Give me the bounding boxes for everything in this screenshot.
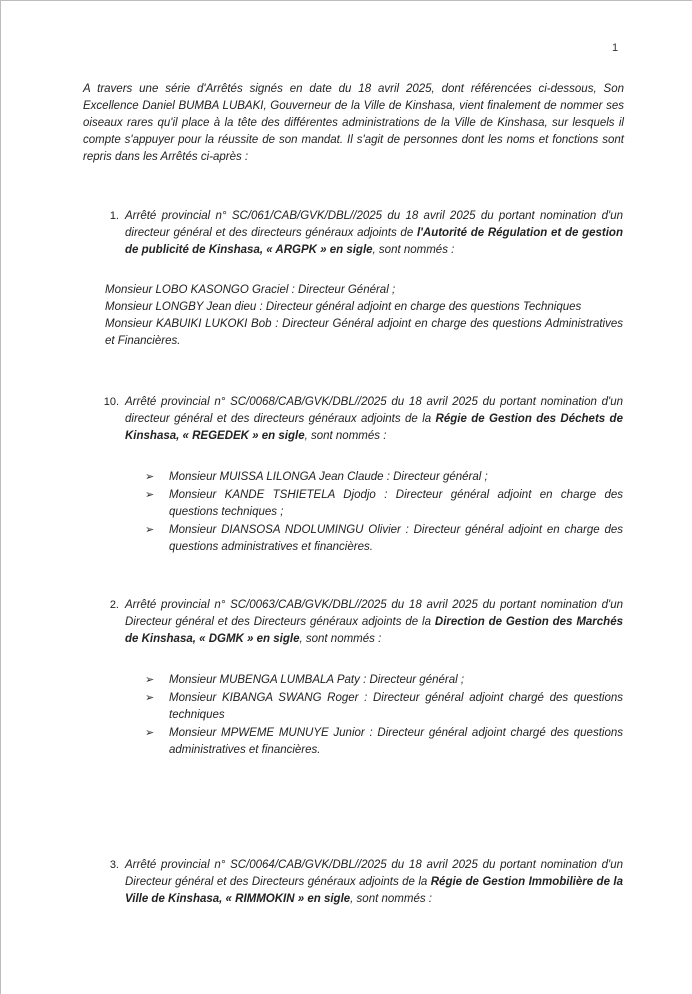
bullet-text: Monsieur KIBANGA SWANG Roger : Directeur général adjoint chargé des questions techniques (169, 692, 623, 721)
bullet-item (145, 469, 623, 486)
bullet-text: Monsieur MPWEME MUNUYE Junior : Directeur général adjoint chargé des questions administratives et financières. (169, 727, 623, 756)
item-10-org-name: Régie de Gestion des Déchets de Kinshasa, « REGEDEK » en sigle (125, 413, 623, 442)
item-1-number: 1. (109, 210, 119, 222)
bullet-text: Monsieur MUISSA LILONGA Jean Claude : Directeur général ; (169, 471, 488, 483)
bullet-item (145, 522, 623, 556)
arrow-bullet-icon: ➢ (145, 674, 155, 686)
arrete-1-appointee-list (105, 282, 623, 350)
arrete-item-10 (88, 394, 623, 445)
appointee-line: Monsieur LONGBY Jean dieu : Directeur général adjoint en charge des questions Techniques (105, 301, 582, 313)
item-2-text-before: Arrêté provincial n° SC/0063/CAB/GVK/DBL//2025 du 18 avril 2025 du portant nomination d'un Directeur général et des Directeurs généraux adjoints de la (125, 599, 623, 628)
arrete-item-1 (88, 208, 623, 259)
item-10-text-after: , sont nommés : (304, 430, 387, 442)
item-10-text (125, 394, 623, 445)
item-1-text-before: Arrêté provincial n° SC/061/CAB/GVK/DBL//2025 du 18 avril 2025 du portant nomination d'un directeur général et des directeurs généraux adjoints de (125, 210, 623, 239)
item-1-text (125, 208, 623, 259)
arrete-2-appointee-list (145, 672, 623, 760)
item-2-number: 2. (109, 599, 119, 611)
item-2-text-after: , sont nommés : (299, 633, 382, 645)
item-1-text-after: , sont nommés : (372, 244, 455, 256)
appointee-line: Monsieur KABUIKI LUKOKI Bob : Directeur Général adjoint en charge des questions Administratives et Financières. (105, 318, 623, 347)
arrow-bullet-icon: ➢ (145, 471, 155, 483)
item-3-org-name: Régie de Gestion Immobilière de la Ville de Kinshasa, « RIMMOKIN » en sigle (125, 876, 623, 905)
item-1-org-name: l'Autorité de Régulation et de gestion de publicité de Kinshasa, « ARGPK » en sigle (125, 227, 623, 256)
arrow-bullet-icon: ➢ (145, 727, 155, 739)
item-3-text-before: Arrêté provincial n° SC/0064/CAB/GVK/DBL//2025 du 18 avril 2025 du portant nomination d'un Directeur général et des Directeurs généraux adjoints de la (125, 859, 623, 888)
item-10-text-before: Arrêté provincial n° SC/0068/CAB/GVK/DBL//2025 du 18 avril 2025 du portant nomination d'un directeur général et des directeurs généraux adjoints de la (125, 396, 623, 425)
item-3-text-after: , sont nommés : (350, 893, 432, 905)
arrow-bullet-icon: ➢ (145, 524, 155, 536)
item-3-number: 3. (109, 859, 119, 871)
arrete-item-3 (88, 857, 623, 908)
item-3-text (125, 857, 623, 908)
bullet-item (145, 672, 623, 689)
bullet-item (145, 725, 623, 759)
page-number: 1 (612, 42, 619, 54)
bullet-text: Monsieur DIANSOSA NDOLUMINGU Olivier : Directeur général adjoint en charge des questions administratives et financières. (169, 524, 623, 553)
item-2-text (125, 597, 623, 648)
intro-paragraph: A travers une série d'Arrêtés signés en date du 18 avril 2025, dont référencées ci-dessous, Son Excellence Daniel BUMBA LUBAKI, Gouverneur de la Ville de Kinshasa, vient finalement de nommer ses oiseaux rares qu'il place à la tête des différentes administrations de la Ville de Kinshasa, sur lesquels il compte s'appuyer pour la réussite de son mandat. Il s'agit de personnes dont les noms et fonctions sont repris dans les Arrêtés ci-après : (83, 83, 624, 163)
bullet-text: Monsieur KANDE TSHIETELA Djodjo : Directeur général adjoint en charge des questions techniques ; (169, 489, 623, 518)
bullet-item (145, 690, 623, 724)
arrow-bullet-icon: ➢ (145, 692, 155, 704)
bullet-item (145, 487, 623, 521)
bullet-text: Monsieur MUBENGA LUMBALA Paty : Directeur général ; (169, 674, 465, 686)
item-10-number: 10. (103, 396, 119, 408)
arrete-item-2 (88, 597, 623, 648)
appointee-line: Monsieur LOBO KASONGO Graciel : Directeur Général ; (105, 284, 396, 296)
arrow-bullet-icon: ➢ (145, 489, 155, 501)
arrete-10-appointee-list (145, 469, 623, 557)
item-2-org-name: Direction de Gestion des Marchés de Kinshasa, « DGMK » en sigle (125, 616, 623, 645)
